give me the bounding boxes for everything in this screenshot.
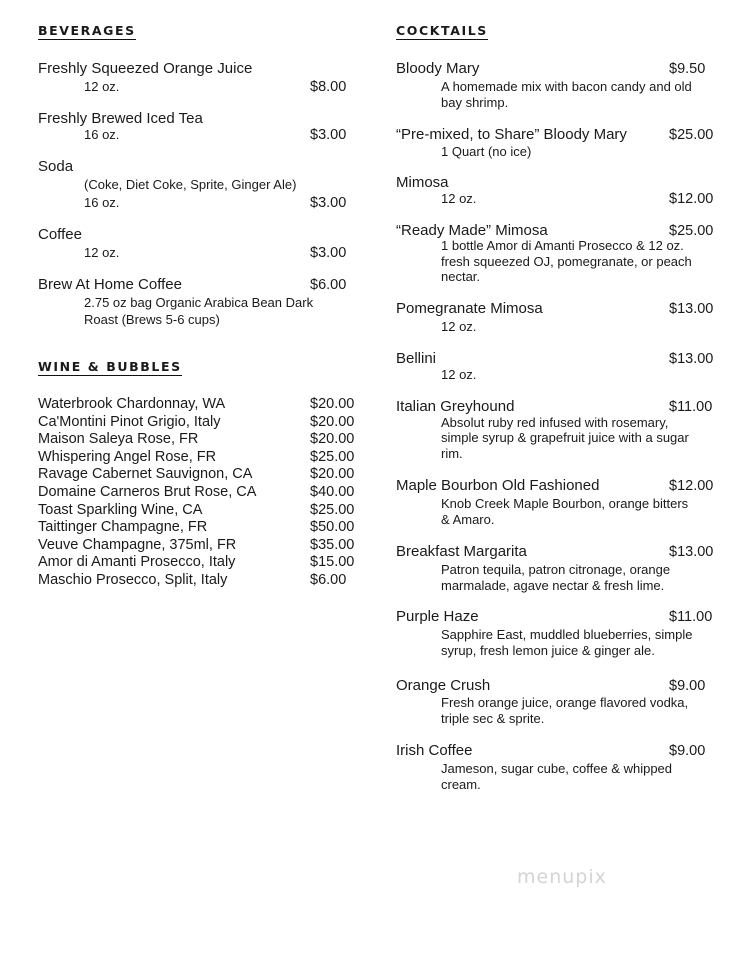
wine-name: Waterbrook Chardonnay, WA [38,396,226,412]
cocktail-desc-line: 12 oz. [441,367,477,382]
wine-name: Taittinger Champagne, FR [38,519,208,536]
cocktail-name: Breakfast Margarita [396,543,527,560]
cocktail-name: Orange Crush [396,677,491,694]
cocktail-desc-line: triple sec & sprite. [441,711,545,726]
wine-name: Amor di Amanti Prosecco, Italy [38,554,236,571]
beverage-price: $3.00 [310,127,347,143]
wine-price: $20.00 [310,431,355,448]
wine-price: $35.00 [310,536,355,553]
wine-price: $20.00 [310,466,355,483]
beverage-detail: 16 oz. [84,127,120,142]
cocktail-name: Mimosa [396,174,449,191]
cocktail-desc-line: bay shrimp. [441,95,509,110]
cocktail-desc-line: Jameson, sugar cube, coffee & whipped [441,761,673,776]
beverage-name: Freshly Squeezed Orange Juice [38,60,253,77]
cocktail-name: Purple Haze [396,608,479,625]
cocktail-desc-line: 1 bottle Amor di Amanti Prosecco & 12 oz. [441,238,684,253]
beverage-desc-line: 2.75 oz bag Organic Arabica Bean Dark [84,295,314,310]
cocktail-name: Pomegranate Mimosa [396,300,543,317]
cocktail-desc-line: 1 Quart (no ice) [441,144,532,159]
cocktail-desc-line: 12 oz. [441,319,477,334]
cocktail-desc-line: Knob Creek Maple Bourbon, orange bitters [441,496,689,511]
beverage-price: $8.00 [310,79,347,95]
cocktail-name: “Pre-mixed, to Share” Bloody Mary [396,126,627,143]
cocktail-price: $9.50 [669,61,706,77]
wine-price: $50.00 [310,519,355,536]
cocktail-desc-line: marmalade, agave nectar & fresh lime. [441,578,665,593]
beverage-name: Coffee [38,226,82,243]
wine-name: Toast Sparkling Wine, CA [38,501,203,518]
cocktail-desc-line: syrup, fresh lemon juice & ginger ale. [441,643,655,658]
beverage-name: Soda [38,158,74,175]
cocktail-price: $25.00 [669,223,714,239]
cocktail-name: Maple Bourbon Old Fashioned [396,477,600,494]
wine-price: $20.00 [310,396,355,412]
beverage-detail: 12 oz. [84,79,120,94]
cocktail-price: $12.00 [669,191,714,207]
wine-name: Ravage Cabernet Sauvignon, CA [38,466,253,483]
cocktail-price: $12.00 [669,478,714,494]
wine-price: $40.00 [310,484,355,500]
wine-name: Maison Saleya Rose, FR [38,431,199,448]
wine-name: Ca'Montini Pinot Grigio, Italy [38,413,221,430]
cocktail-desc-line: nectar. [441,269,481,284]
cocktails-heading: COCKTAILS [396,23,488,38]
wine-price: $6.00 [310,572,347,588]
wine-name: Whispering Angel Rose, FR [38,448,217,465]
cocktail-name: Bellini [396,350,437,367]
beverage-price: $6.00 [310,277,347,293]
cocktail-desc-line: rim. [441,446,463,461]
beverage-name: Brew At Home Coffee [38,276,182,293]
cocktail-desc-line: Sapphire East, muddled blueberries, simple [441,627,693,642]
wine-price: $25.00 [310,448,355,465]
beverage-desc-line: Roast (Brews 5-6 cups) [84,312,220,327]
wine-price: $15.00 [310,554,355,571]
wine-heading: WINE & BUBBLES [38,359,182,374]
beverage-detail: 16 oz. [84,195,120,210]
wine-name: Veuve Champagne, 375ml, FR [38,536,237,553]
cocktail-price: $13.00 [669,544,714,560]
beverages-heading: BEVERAGES [38,23,136,38]
beverage-price: $3.00 [310,195,347,211]
cocktail-name: Bloody Mary [396,60,480,77]
cocktail-desc-line: A homemade mix with bacon candy and old [441,79,692,94]
cocktail-desc-line: Absolut ruby red infused with rosemary, [441,415,669,430]
cocktail-price: $11.00 [669,399,713,415]
cocktail-price: $9.00 [669,743,706,759]
wine-price: $25.00 [310,501,355,518]
cocktail-price: $9.00 [669,678,706,694]
cocktail-name: Irish Coffee [396,742,473,759]
cocktail-desc-line: Patron tequila, patron citronage, orange [441,562,671,577]
wine-price: $20.00 [310,413,355,430]
cocktail-desc-line: Fresh orange juice, orange flavored vodka, [441,695,689,710]
cocktail-price: $13.00 [669,351,714,367]
beverage-note: (Coke, Diet Coke, Sprite, Ginger Ale) [84,177,297,192]
cocktail-desc-line: & Amaro. [441,512,495,527]
wine-name: Domaine Carneros Brut Rose, CA [38,484,257,500]
cocktail-price: $11.00 [669,609,713,625]
cocktail-name: Italian Greyhound [396,398,515,415]
watermark-logo: menupix [517,866,607,888]
cocktail-price: $25.00 [669,127,714,143]
cocktail-desc-line: simple syrup & grapefruit juice with a sugar [441,430,689,445]
cocktail-desc-line: fresh squeezed OJ, pomegranate, or peach [441,254,692,269]
wine-name: Maschio Prosecco, Split, Italy [38,572,228,588]
cocktail-desc-line: cream. [441,777,481,792]
cocktail-price: $13.00 [669,301,714,317]
cocktail-name: “Ready Made” Mimosa [396,222,548,239]
beverage-name: Freshly Brewed Iced Tea [38,110,203,127]
beverage-price: $3.00 [310,245,347,261]
beverage-detail: 12 oz. [84,245,120,260]
cocktail-desc-line: 12 oz. [441,191,477,206]
